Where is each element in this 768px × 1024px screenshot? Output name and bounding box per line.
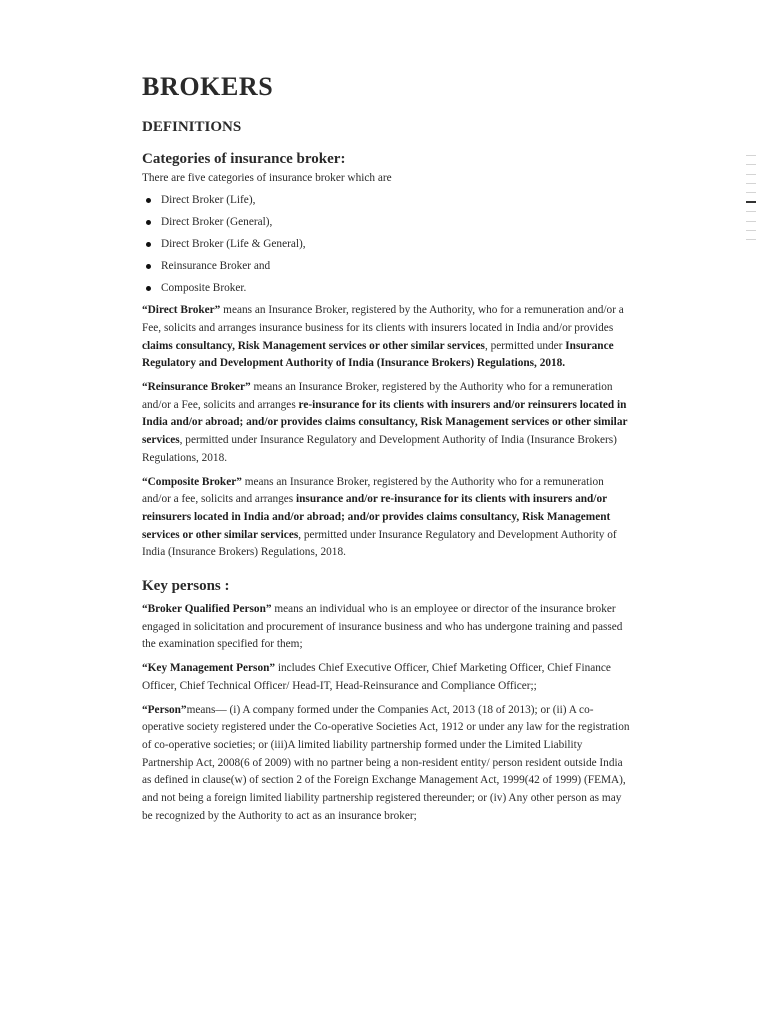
key-persons-heading: Key persons :: [142, 578, 230, 595]
list-item: Reinsurance Broker and: [142, 258, 632, 276]
list-item: Direct Broker (Life),: [142, 192, 632, 210]
list-item: Composite Broker.: [142, 280, 632, 298]
definition-text: , permitted under Insurance Regulatory and Development Authority of India (Insurance Brokers) Regulations, 2018.: [142, 434, 617, 464]
toc-mark[interactable]: [746, 192, 756, 193]
definition-text: means an Insurance Broker, registered by the Authority who for a remuneration and/or a fee, solicits and arranges: [142, 475, 604, 506]
definition-term: “Direct Broker”: [142, 304, 221, 317]
categories-intro: There are five categories of insurance broker which are: [142, 172, 392, 184]
definition-term: “Person”: [142, 703, 187, 716]
definition-text: , permitted under Insurance Regulatory and Development Authority of India (Insurance Brokers) Regulations, 2018.: [142, 528, 617, 559]
toc-mark[interactable]: [746, 164, 756, 165]
categories-heading: Categories of insurance broker:: [142, 151, 346, 167]
document-page: [142, 70, 632, 825]
definition-text: includes Chief Executive Officer, Chief Marketing Officer, Chief Finance Officer, Chief Technical Officer/ Head-IT, Head-Reinsurance and Compliance Officer;;: [142, 662, 611, 692]
definition-bold-text: claims consultancy, Risk Management services or other similar services: [142, 339, 485, 352]
composite-broker-definition: [142, 474, 632, 563]
definition-bold-text: re-insurance for its clients with insurers and/or reinsurers located in India and/or abroad; and/or provides claims consultancy, Risk Management services or other similar services: [142, 398, 628, 447]
definition-term: “Reinsurance Broker”: [142, 380, 251, 393]
definitions-heading: DEFINITIONS: [142, 119, 242, 135]
toc-mark[interactable]: [746, 230, 756, 231]
list-item: Direct Broker (Life & General),: [142, 236, 632, 254]
definition-text: , permitted under: [484, 339, 566, 352]
direct-broker-definition: [142, 302, 632, 373]
definition-bold-text: Insurance Regulatory and Development Authority of India (Insurance Brokers) Regulations, 2018.: [142, 339, 614, 370]
list-item: Direct Broker (General),: [142, 214, 632, 232]
toc-mark-active[interactable]: [746, 201, 756, 203]
toc-mark[interactable]: [746, 155, 756, 156]
reinsurance-broker-definition: [142, 379, 632, 468]
definition-text: means an Insurance Broker, registered by the Authority, who for a remuneration and/or a Fee, solicits and arranges insurance business for its clients with insurers located in India and/or provides: [142, 304, 624, 334]
definition-text: means an individual who is an employee or director of the insurance broker engaged in solicitation and procurement of insurance business and who has undergone training and passed the examination specified for them;: [142, 603, 623, 651]
toc-mark[interactable]: [746, 183, 756, 184]
person-definition: [142, 702, 632, 826]
broker-qualified-person-definition: [142, 601, 632, 654]
toc-mark[interactable]: [746, 239, 756, 240]
definition-bold-text: insurance and/or re-insurance for its clients with insurers and/or reinsurers located in India and/or abroad; and/or provides claims consultancy, Risk Management services or other similar services: [142, 493, 611, 541]
page-navigation-marks[interactable]: [746, 155, 756, 248]
toc-mark[interactable]: [746, 221, 756, 222]
toc-mark[interactable]: [746, 174, 756, 175]
key-management-person-definition: [142, 660, 632, 695]
definition-text: means an Insurance Broker, registered by the Authority who for a remuneration and/or a Fee, solicits and arranges: [142, 380, 613, 411]
definition-term: “Composite Broker”: [142, 475, 242, 488]
definition-term: “Broker Qualified Person”: [142, 603, 272, 616]
categories-list: [142, 192, 632, 298]
definition-text: means— (i) A company formed under the Companies Act, 2013 (18 of 2013); or (ii) A co-operative society registered under the Co-operative Societies Act, 1912 or under any law for the registration of co-operative societies; or (iii)A limited liability partnership formed under the Limited Liability Partnership Act, 2008(6 of 2009) with no partner being a non-resident entity/ person resident outside India as defined in clause(w) of section 2 of the Foreign Exchange Management Act, 1999(42 of 1999) (FEMA), and not being a foreign limited liability partnership registered thereunder; or (iv) Any other person as may be recognized by the Authority to act as an insurance broker;: [142, 703, 630, 822]
page-title: BROKERS: [142, 72, 274, 101]
definition-term: “Key Management Person”: [142, 662, 276, 675]
toc-mark[interactable]: [746, 211, 756, 212]
